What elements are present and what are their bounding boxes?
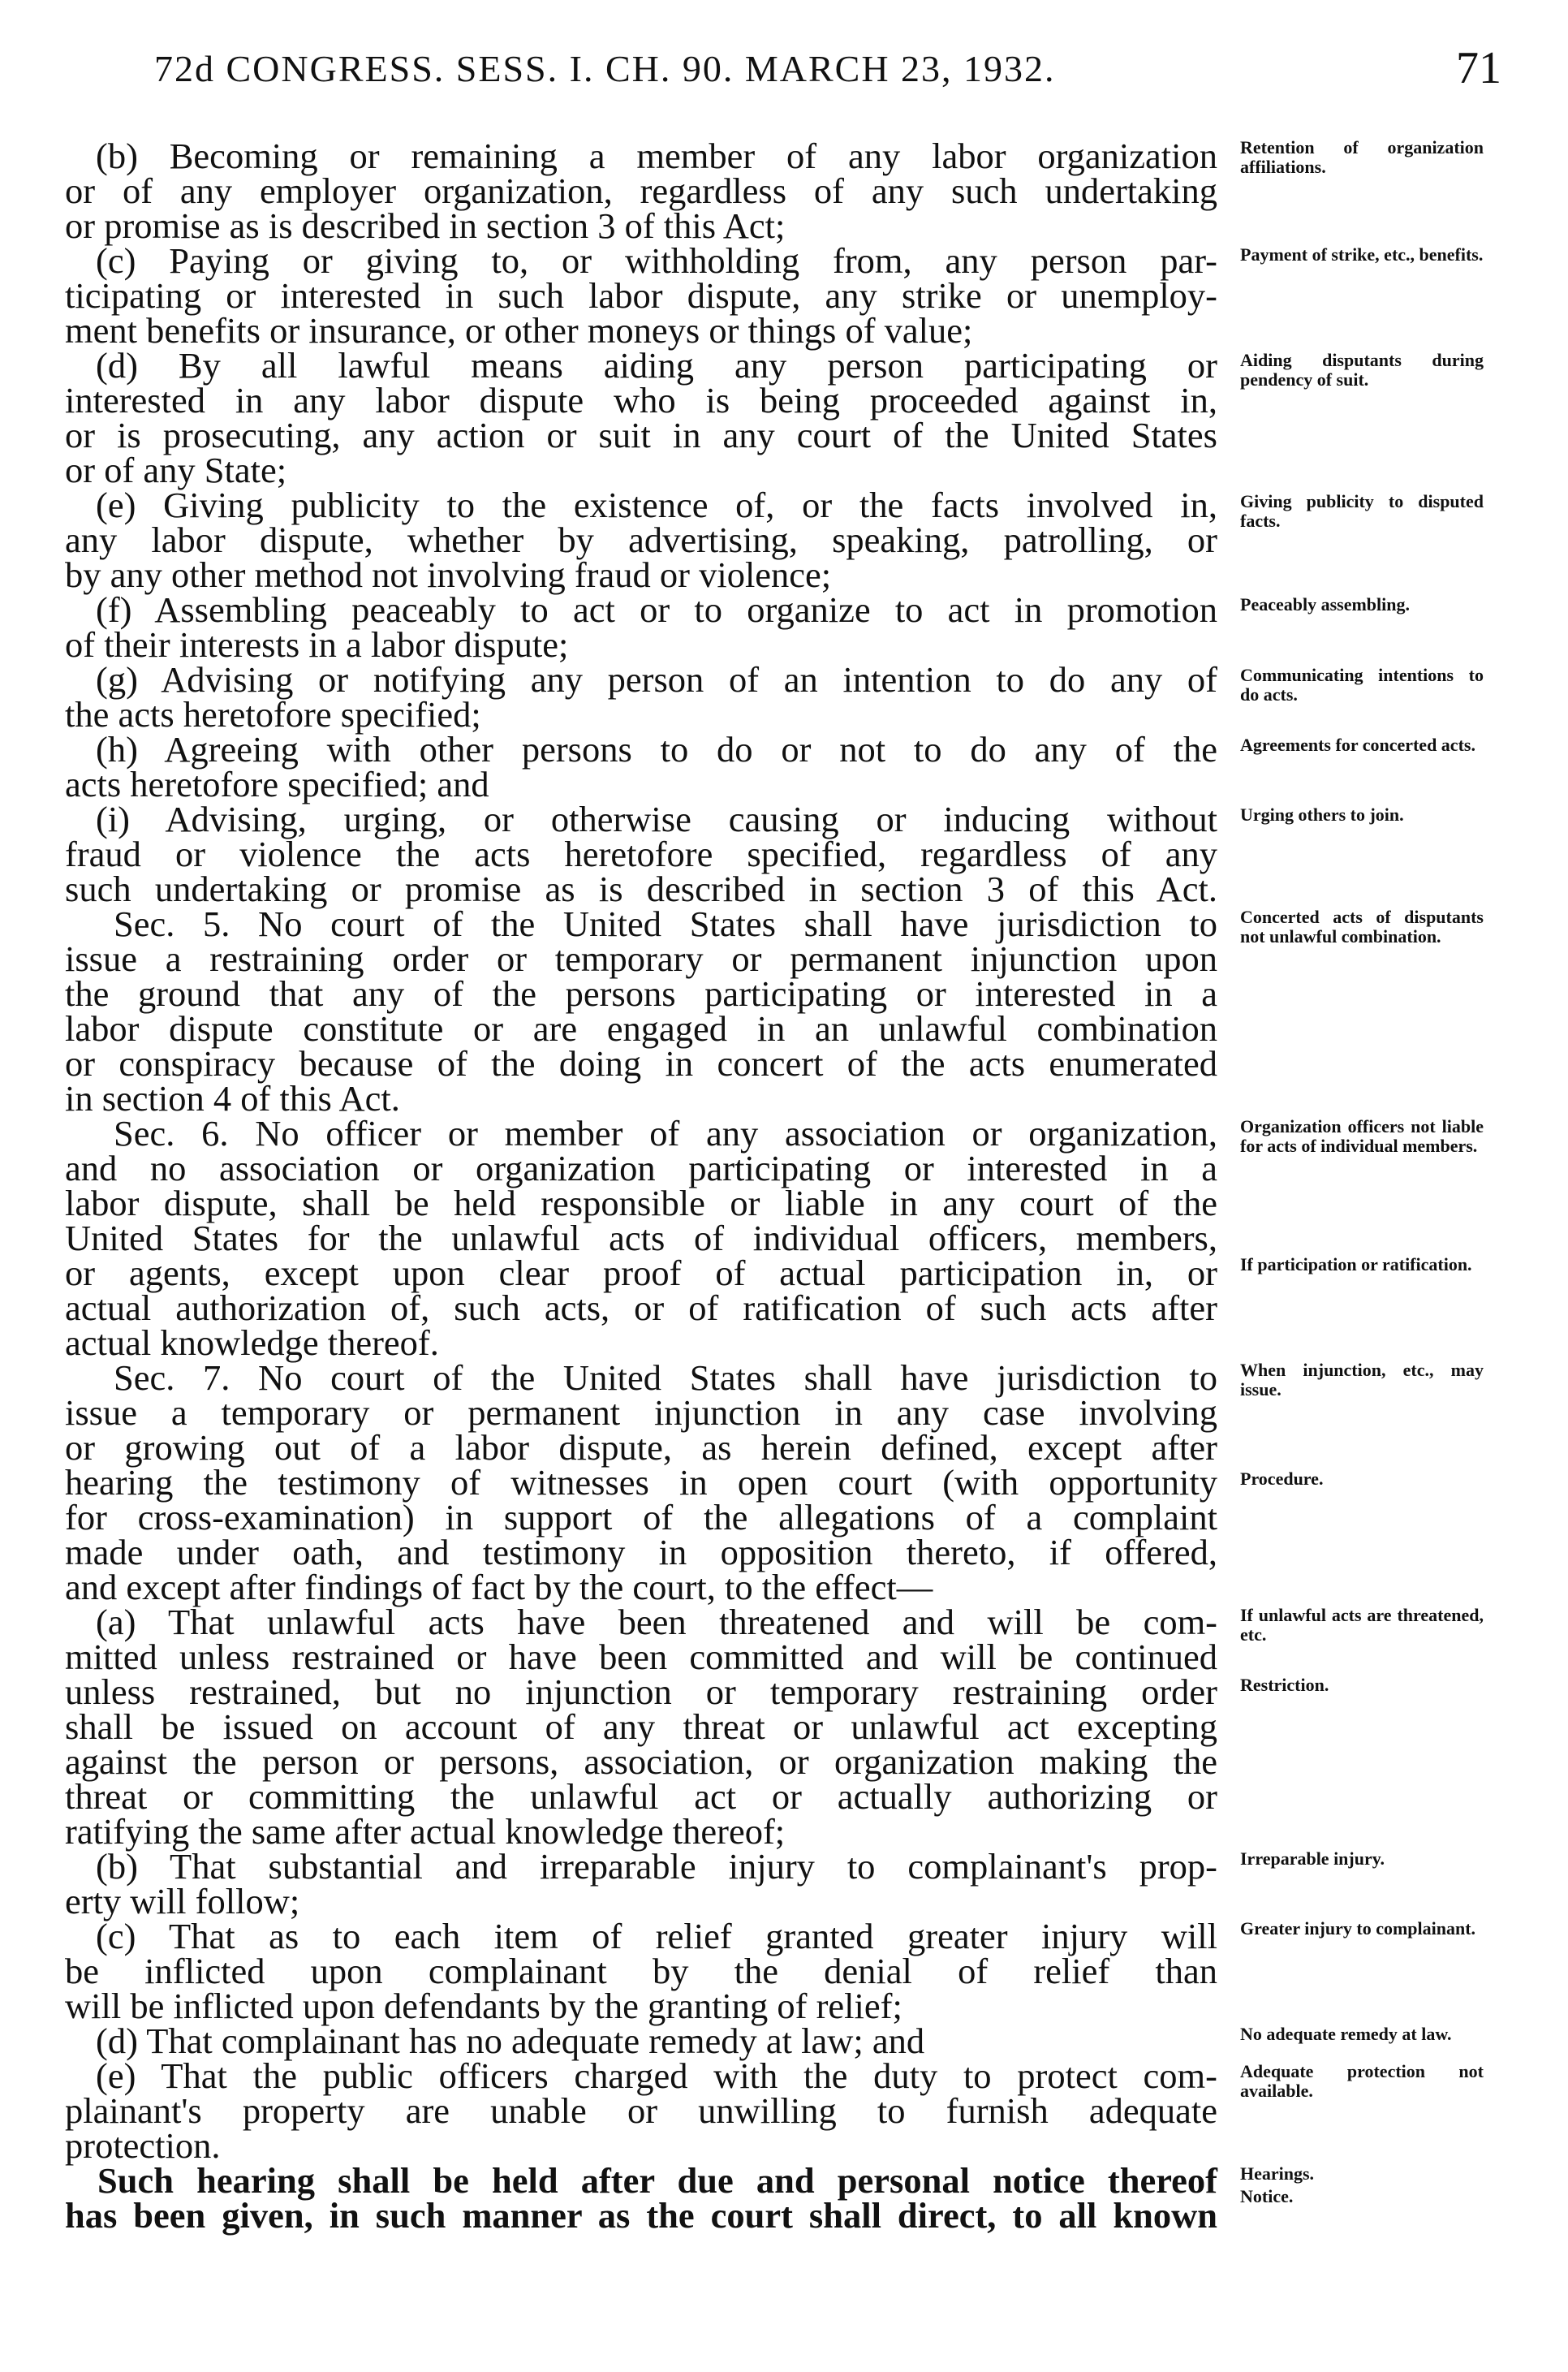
body-line: shall be issued on account of any threat or unlawful act excepting — [65, 1706, 1217, 1747]
body-line: for cross-examination) in support of the allegations of a complaint — [65, 1497, 1217, 1537]
body-line: issue a temporary or permanent injunction in any case involving — [65, 1392, 1217, 1433]
body-line: will be inflicted upon defendants by the granting of relief; — [65, 1986, 902, 2026]
margin-note: Concerted acts of disputants not unlawful combination. — [1240, 907, 1484, 947]
body-line: (g) Advising or notifying any person of an intention to do any of — [96, 659, 1217, 700]
body-line: or promise as is described in section 3 of this Act; — [65, 205, 786, 246]
body-line: or growing out of a labor dispute, as herein defined, except after — [65, 1427, 1217, 1468]
margin-note: Payment of strike, etc., benefits. — [1240, 244, 1484, 265]
margin-note: Hearings. — [1240, 2163, 1315, 2184]
body-line: (i) Advising, urging, or otherwise causing or inducing without — [96, 799, 1217, 839]
body-line: or is prosecuting, any action or suit in any court of the United States — [65, 415, 1217, 455]
margin-note: Adequate protection not available. — [1240, 2061, 1484, 2101]
body-line: (h) Agreeing with other persons to do or not to do any of the — [96, 729, 1217, 770]
body-line: (c) That as to each item of relief granted greater injury will — [96, 1916, 1217, 1956]
body-line: or of any State; — [65, 450, 287, 490]
body-line: (e) Giving publicity to the existence of, or the facts involved in, — [96, 485, 1217, 525]
body-line: Such hearing shall be held after due and personal notice thereof — [97, 2160, 1217, 2201]
body-line: plainant's property are unable or unwilling to furnish adequate — [65, 2090, 1217, 2131]
running-head: 72d CONGRESS. SESS. I. CH. 90. MARCH 23, 1932. — [154, 48, 1056, 89]
body-line: the acts heretofore specified; — [65, 694, 481, 735]
margin-note: Giving publicity to disputed facts. — [1240, 491, 1484, 531]
body-line: protection. — [65, 2125, 221, 2166]
body-line: of their interests in a labor dispute; — [65, 624, 569, 665]
margin-note: Greater injury to complainant. — [1240, 1918, 1476, 1939]
body-line: (d) By all lawful means aiding any person participating or — [96, 345, 1217, 386]
margin-note: Procedure. — [1240, 1468, 1324, 1489]
body-line: erty will follow; — [65, 1881, 300, 1921]
body-line: (e) That the public officers charged with the duty to protect com- — [96, 2055, 1217, 2096]
body-line: the ground that any of the persons participating or interested in a — [65, 973, 1217, 1014]
body-line: actual authorization of, such acts, or of ratification of such acts after — [65, 1287, 1217, 1328]
body-line: (a) That unlawful acts have been threatened and will be com- — [96, 1602, 1217, 1642]
margin-note: Agreements for concerted acts. — [1240, 735, 1475, 755]
page-number: 71 — [1456, 43, 1501, 93]
body-line: any labor dispute, whether by advertising, speaking, patrolling, or — [65, 520, 1217, 560]
body-line: against the person or persons, association, or organization making the — [65, 1741, 1217, 1782]
body-line: such undertaking or promise as is described in section 3 of this Act. — [65, 869, 1217, 909]
body-line: issue a restraining order or temporary or permanent injunction upon — [65, 938, 1217, 979]
body-line: threat or committing the unlawful act or actually authorizing or — [65, 1776, 1217, 1817]
margin-note: Restriction. — [1240, 1675, 1329, 1695]
margin-note: Communicating intentions to do acts. — [1240, 665, 1484, 705]
body-line: be inflicted upon complainant by the denial of relief than — [65, 1951, 1217, 1991]
margin-note: Irreparable injury. — [1240, 1848, 1385, 1869]
body-line: or conspiracy because of the doing in concert of the acts enumerated — [65, 1043, 1217, 1084]
body-line: ratifying the same after actual knowledge thereof; — [65, 1811, 786, 1852]
margin-note: Peaceably assembling. — [1240, 594, 1410, 615]
body-line: (b) Becoming or remaining a member of any labor organization — [96, 136, 1217, 176]
body-line: by any other method not involving fraud or violence; — [65, 554, 832, 595]
body-line: United States for the unlawful acts of individual officers, members, — [65, 1218, 1217, 1258]
body-line: ticipating or interested in such labor dispute, any strike or unemploy- — [65, 275, 1217, 316]
body-line: labor dispute, shall be held responsible or liable in any court of the — [65, 1183, 1217, 1223]
body-line: Sec. 5. No court of the United States shall have jurisdiction to — [114, 904, 1217, 944]
body-line: (c) Paying or giving to, or withholding from, any person par- — [96, 240, 1217, 281]
body-line: (d) That complainant has no adequate remedy at law; and — [96, 2021, 925, 2061]
body-line: Sec. 7. No court of the United States shall have jurisdiction to — [114, 1357, 1217, 1398]
margin-note: Urging others to join. — [1240, 804, 1404, 825]
body-line: (b) That substantial and irreparable injury to complainant's prop- — [96, 1846, 1217, 1887]
margin-note: When injunction, etc., may issue. — [1240, 1360, 1484, 1399]
body-line: or of any employer organization, regardless of any such undertaking — [65, 170, 1217, 211]
body-line: has been given, in such manner as the court shall direct, to all known — [65, 2195, 1217, 2236]
margin-note: If unlawful acts are threatened, etc. — [1240, 1605, 1484, 1645]
margin-note: No adequate remedy at law. — [1240, 2024, 1452, 2044]
body-line: acts heretofore specified; and — [65, 764, 489, 804]
margin-note: Retention of organization affiliations. — [1240, 137, 1484, 177]
body-line: Sec. 6. No officer or member of any association or organization, — [114, 1113, 1217, 1154]
body-line: and no association or organization participating or interested in a — [65, 1148, 1217, 1188]
body-line: mitted unless restrained or have been committed and will be continued — [65, 1637, 1217, 1677]
margin-note: Aiding disputants during pendency of suit. — [1240, 350, 1484, 390]
body-line: ment benefits or insurance, or other moneys or things of value; — [65, 310, 973, 351]
body-line: fraud or violence the acts heretofore specified, regardless of any — [65, 834, 1217, 874]
margin-note: Organization officers not liable for acts of individual members. — [1240, 1116, 1484, 1156]
body-line: (f) Assembling peaceably to act or to organize to act in promotion — [96, 589, 1217, 630]
body-line: unless restrained, but no injunction or temporary restraining order — [65, 1671, 1217, 1712]
body-line: or agents, except upon clear proof of actual participation in, or — [65, 1253, 1217, 1293]
body-line: in section 4 of this Act. — [65, 1078, 400, 1119]
margin-note: If participation or ratification. — [1240, 1254, 1472, 1274]
body-line: labor dispute constitute or are engaged in an unlawful combination — [65, 1008, 1217, 1049]
body-line: hearing the testimony of witnesses in open court (with opportunity — [65, 1462, 1217, 1503]
body-line: and except after findings of fact by the court, to the effect— — [65, 1567, 933, 1607]
page-header — [154, 43, 1501, 104]
body-line: made under oath, and testimony in opposition thereto, if offered, — [65, 1532, 1217, 1572]
margin-note: Notice. — [1240, 2186, 1294, 2206]
body-line: interested in any labor dispute who is being proceeded against in, — [65, 380, 1217, 420]
body-line: actual knowledge thereof. — [65, 1322, 439, 1363]
